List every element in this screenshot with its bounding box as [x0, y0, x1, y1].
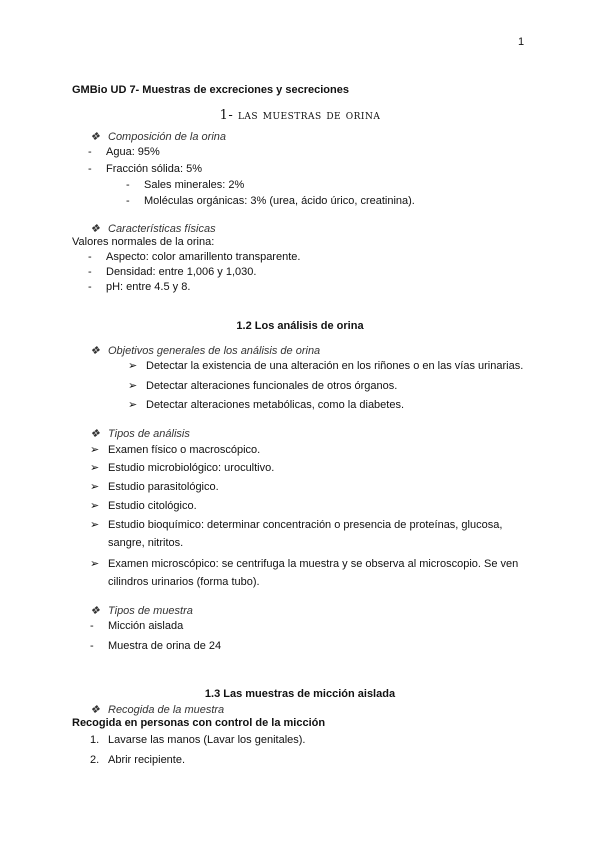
- list-item: ➢ Estudio citológico.: [90, 500, 197, 512]
- recogida-subtitle: Recogida en personas con control de la micción: [72, 717, 326, 729]
- list-item: - Sales minerales: 2%: [126, 179, 245, 191]
- diamond-bullet-icon: ❖: [90, 345, 100, 357]
- diamond-bullet-icon: ❖: [90, 428, 100, 440]
- list-item: 2. Abrir recipiente.: [90, 754, 186, 766]
- list-item-continuation: cilindros urinarios (forma tubo).: [108, 576, 260, 588]
- page-number: 1: [518, 36, 525, 48]
- diamond-bullet-icon: ❖: [90, 223, 100, 235]
- diamond-bullet-icon: ❖: [90, 605, 100, 617]
- list-item: - Agua: 95%: [88, 146, 160, 158]
- list-item: ➢ Detectar alteraciones funcionales de otros órganos.: [128, 380, 398, 392]
- list-item: ➢ Examen físico o macroscópico.: [90, 444, 261, 456]
- diamond-bullet-icon: ❖: [90, 704, 100, 716]
- list-item: - Moléculas orgánicas: 3% (urea, ácido úrico, creatinina).: [126, 195, 415, 207]
- list-item: - Densidad: entre 1,006 y 1,030.: [88, 266, 257, 278]
- list-item: ➢ Detectar alteraciones metabólicas, como la diabetes.: [128, 399, 405, 411]
- list-item: - Fracción sólida: 5%: [88, 163, 202, 175]
- list-item: ➢ Estudio bioquímico: determinar concentración o presencia de proteínas, glucosa,: [90, 519, 503, 531]
- section-title-1-2: 1.2 Los análisis de orina: [236, 320, 364, 332]
- section-title-1-3: 1.3 Las muestras de micción aislada: [204, 688, 396, 700]
- list-item: - pH: entre 4.5 y 8.: [88, 281, 191, 293]
- document-title: GMBio UD 7- Muestras de excreciones y secreciones: [72, 84, 349, 96]
- diamond-bullet-icon: ❖: [90, 131, 100, 143]
- list-item: - Muestra de orina de 24: [90, 640, 222, 652]
- caracteristicas-heading: ❖ Características físicas: [90, 223, 216, 235]
- objetivos-heading: ❖ Objetivos generales de los análisis de orina: [90, 345, 321, 357]
- main-heading: 1- las muestras de orina: [219, 108, 381, 123]
- list-item: ➢ Detectar la existencia de una alteración en los riñones o en las vías urinarias.: [128, 360, 524, 372]
- composicion-heading: ❖ Composición de la orina: [90, 131, 227, 143]
- valores-intro: Valores normales de la orina:: [72, 236, 215, 248]
- list-item: - Micción aislada: [90, 620, 184, 632]
- tipos-analisis-heading: ❖ Tipos de análisis: [90, 428, 190, 440]
- recogida-heading: ❖ Recogida de la muestra: [90, 704, 225, 716]
- list-item: ➢ Examen microscópico: se centrifuga la muestra y se observa al microscopio. Se ven: [90, 558, 519, 570]
- list-item-continuation: sangre, nitritos.: [108, 537, 184, 549]
- list-item: ➢ Estudio microbiológico: urocultivo.: [90, 462, 275, 474]
- tipos-muestra-heading: ❖ Tipos de muestra: [90, 605, 193, 617]
- list-item: - Aspecto: color amarillento transparente.: [88, 251, 301, 263]
- list-item: ➢ Estudio parasitológico.: [90, 481, 219, 493]
- list-item: 1. Lavarse las manos (Lavar los genitales).: [90, 734, 306, 746]
